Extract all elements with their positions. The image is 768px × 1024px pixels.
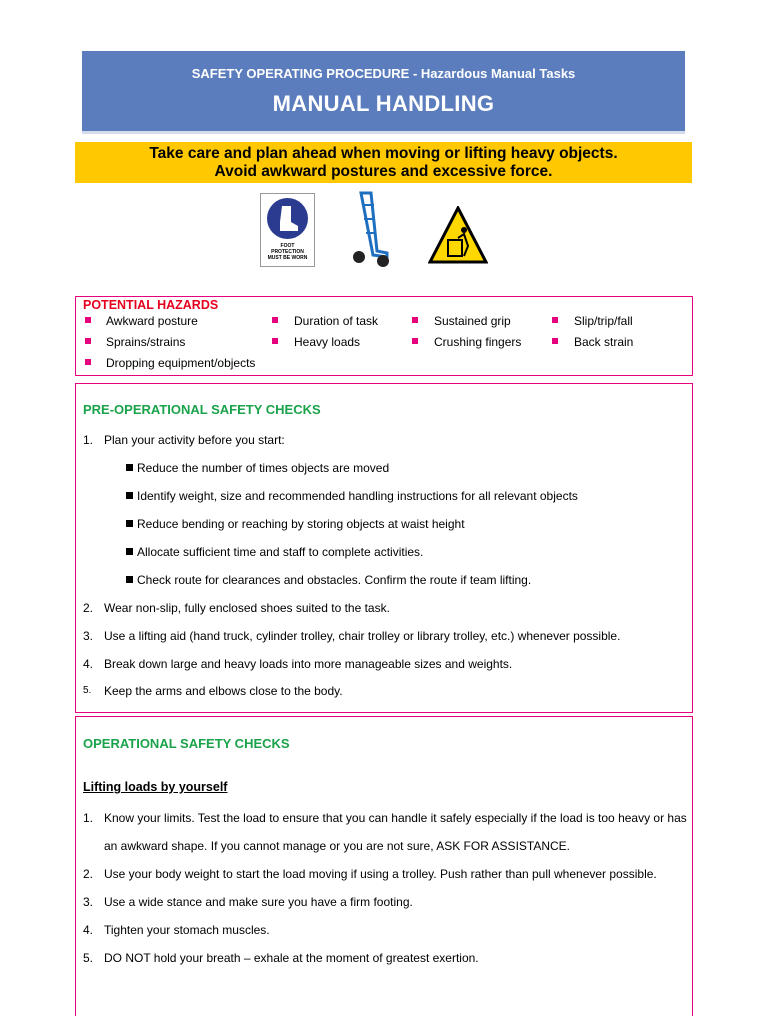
pre-item-2: Wear non-slip, fully enclosed shoes suited to the task. [104, 601, 390, 615]
foot-sign-text-1: FOOT [280, 243, 295, 249]
pre-item-4: Break down large and heavy loads into more manageable sizes and weights. [104, 657, 513, 671]
safety-icons [0, 191, 768, 271]
list-number: 1. [83, 433, 94, 447]
list-number: 3. [83, 629, 94, 643]
list-number: 5. [83, 951, 94, 965]
square-bullet-icon [126, 520, 133, 527]
square-bullet-icon [126, 548, 133, 555]
op-item-2: Use your body weight to start the load moving if using a trolley. Push rather than pull whenever possible. [104, 867, 657, 881]
potential-hazards-box [75, 296, 693, 376]
lifting-subheading: Lifting loads by yourself [83, 780, 228, 794]
hazard-item: Crushing fingers [434, 335, 522, 349]
list-number: 3. [83, 895, 94, 909]
pre-operational-checks-box [75, 383, 693, 713]
bullet-icon [552, 338, 558, 344]
op-item-5: DO NOT hold your breath – exhale at the moment of greatest exertion. [104, 951, 479, 965]
list-number: 2. [83, 601, 94, 615]
op-item-3: Use a wide stance and make sure you have a firm footing. [104, 895, 413, 909]
hazard-item: Sprains/strains [106, 335, 186, 349]
hazard-item: Slip/trip/fall [574, 314, 633, 328]
hazard-item: Sustained grip [434, 314, 511, 328]
operational-title: OPERATIONAL SAFETY CHECKS [83, 736, 290, 751]
bullet-icon [272, 317, 278, 323]
hazard-item: Heavy loads [294, 335, 361, 349]
hazard-item: Back strain [574, 335, 634, 349]
op-item-1b: an awkward shape. If you cannot manage or you are not sure, ASK FOR ASSISTANCE. [104, 839, 571, 853]
list-number: 4. [83, 657, 94, 671]
lifting-hazard-warning-icon [428, 206, 488, 264]
pre-sub-item: Identify weight, size and recommended handling instructions for all relevant objects [126, 489, 578, 503]
header-title: MANUAL HANDLING [272, 91, 495, 116]
bullet-icon [412, 338, 418, 344]
bullet-icon [412, 317, 418, 323]
hazard-item: Duration of task [294, 314, 379, 328]
header-subtitle: SAFETY OPERATING PROCEDURE - Hazardous Manual Tasks [191, 66, 576, 81]
boot-icon [267, 198, 308, 239]
hazard-item: Dropping equipment/objects [106, 356, 256, 370]
bullet-icon [85, 338, 91, 344]
bullet-icon [552, 317, 558, 323]
hazards-title: POTENTIAL HAZARDS [83, 298, 219, 312]
op-item-4: Tighten your stomach muscles. [104, 923, 270, 937]
document-header [82, 51, 685, 131]
operational-checks-box [75, 716, 693, 1016]
bullet-icon [272, 338, 278, 344]
pre-sub-item: Reduce bending or reaching by storing objects at waist height [126, 517, 465, 531]
list-number: 2. [83, 867, 94, 881]
warning-banner [75, 142, 692, 183]
list-number: 5. [83, 685, 92, 696]
square-bullet-icon [126, 576, 133, 583]
bullet-icon [85, 359, 91, 365]
banner-line-1: Take care and plan ahead when moving or lifting heavy objects. [149, 145, 618, 162]
pre-item-1: Plan your activity before you start: [104, 433, 285, 447]
pre-operational-title: PRE-OPERATIONAL SAFETY CHECKS [83, 402, 321, 417]
foot-sign-text-3: MUST BE WORN [267, 255, 308, 261]
pre-sub-item: Allocate sufficient time and staff to complete activities. [126, 545, 423, 559]
banner-line-2: Avoid awkward postures and excessive force. [214, 163, 553, 180]
square-bullet-icon [126, 464, 133, 471]
foot-protection-sign [260, 193, 315, 267]
list-number: 4. [83, 923, 94, 937]
hand-truck-icon [347, 191, 392, 269]
foot-sign-text-2: PROTECTION [271, 249, 304, 255]
pre-item-3: Use a lifting aid (hand truck, cylinder trolley, chair trolley or library trolley, etc.) whenever possible. [104, 629, 621, 643]
list-number: 1. [83, 811, 94, 825]
pre-item-5: Keep the arms and elbows close to the body. [104, 684, 343, 698]
pre-sub-item: Check route for clearances and obstacles. Confirm the route if team lifting. [126, 573, 531, 587]
square-bullet-icon [126, 492, 133, 499]
op-item-1a: Know your limits. Test the load to ensure that you can handle it safely especially if the load is too heavy or has [104, 811, 687, 825]
bullet-icon [85, 317, 91, 323]
pre-sub-item: Reduce the number of times objects are moved [126, 461, 389, 475]
hazard-item: Awkward posture [106, 314, 198, 328]
